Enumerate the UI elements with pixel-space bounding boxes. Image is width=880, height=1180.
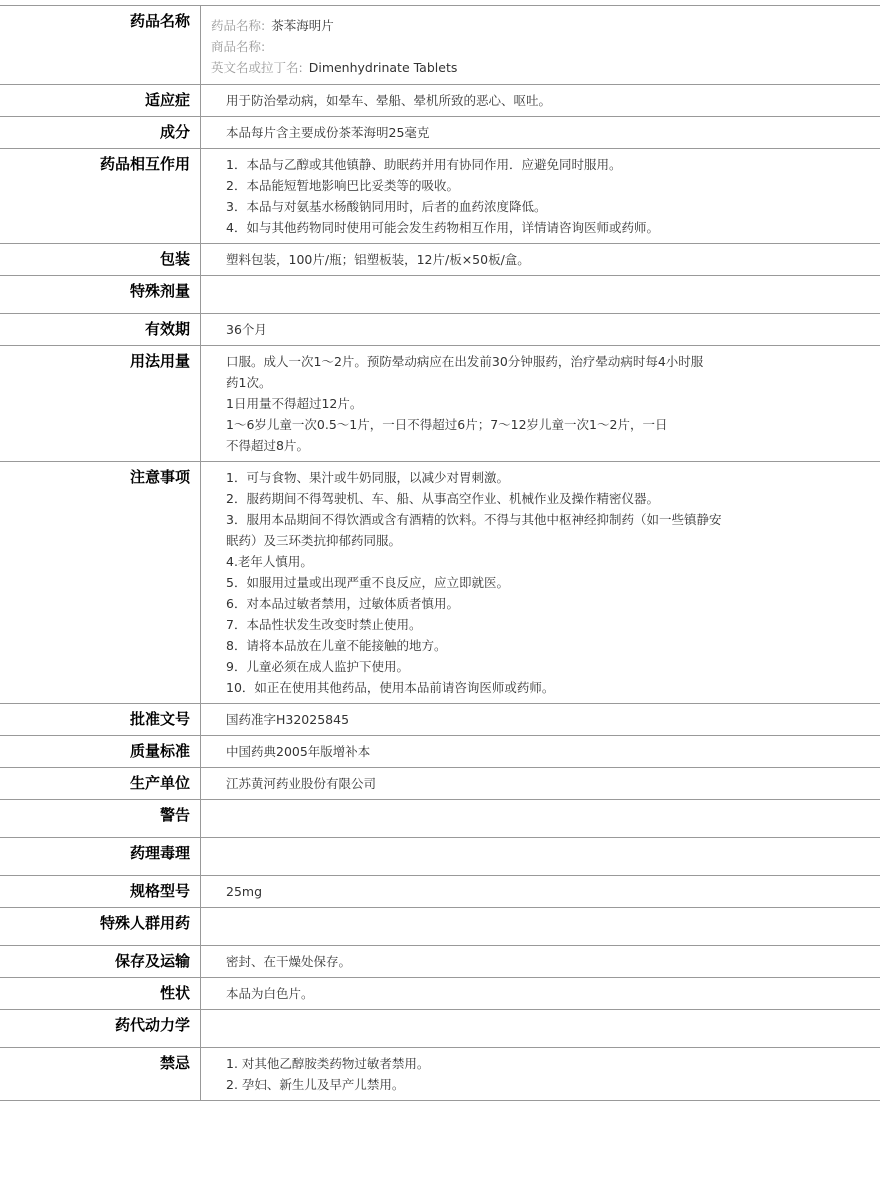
row-label: 成分 — [0, 117, 201, 149]
row-label: 药理毒理 — [0, 838, 201, 876]
row-drug-names — [0, 6, 880, 85]
value-line: 1．本品与乙醇或其他镇静、助眠药并用有协同作用．应避免同时服用。 — [226, 157, 622, 172]
row-value — [201, 876, 880, 908]
value-line: 2．本品能短暂地影响巴比妥类等的吸收。 — [226, 178, 459, 193]
info-row — [0, 149, 880, 244]
value-line: 江苏黄河药业股份有限公司 — [226, 776, 377, 791]
row-value — [201, 276, 880, 314]
row-value — [201, 149, 880, 244]
english-name-line — [211, 57, 820, 78]
value-line: 1～6岁儿童一次0.5～1片，一日不得超过6片；7～12岁儿童一次1～2片，一日 — [226, 417, 668, 432]
value-line: 10．如正在使用其他药品，使用本品前请咨询医师或药师。 — [226, 680, 555, 695]
row-value — [201, 314, 880, 346]
value-line: 塑料包装，100片/瓶；铝塑板装，12片/板×50板/盒。 — [226, 252, 530, 267]
info-row — [0, 736, 880, 768]
row-label: 适应症 — [0, 85, 201, 117]
row-label: 特殊剂量 — [0, 276, 201, 314]
info-row — [0, 462, 880, 704]
drug-info-body — [0, 6, 880, 1101]
info-row — [0, 838, 880, 876]
row-value — [201, 244, 880, 276]
info-row — [0, 244, 880, 276]
row-label: 批准文号 — [0, 704, 201, 736]
row-label: 药品相互作用 — [0, 149, 201, 244]
generic-name-key: 药品名称: — [211, 18, 266, 33]
row-value — [201, 346, 880, 462]
row-label: 有效期 — [0, 314, 201, 346]
value-line: 本品为白色片。 — [226, 986, 314, 1001]
info-row — [0, 768, 880, 800]
info-row — [0, 800, 880, 838]
info-row — [0, 704, 880, 736]
row-label: 禁忌 — [0, 1048, 201, 1101]
row-value — [201, 800, 880, 838]
row-value — [201, 462, 880, 704]
info-row — [0, 1010, 880, 1048]
english-name-value: Dimenhydrinate Tablets — [308, 60, 458, 75]
row-label: 包装 — [0, 244, 201, 276]
value-line: 25mg — [226, 884, 263, 899]
row-value — [201, 908, 880, 946]
row-value — [201, 704, 880, 736]
info-row — [0, 908, 880, 946]
value-line: 2. 孕妇、新生儿及早产儿禁用。 — [226, 1077, 405, 1092]
info-row — [0, 117, 880, 149]
row-value — [201, 6, 880, 85]
row-label: 特殊人群用药 — [0, 908, 201, 946]
value-line: 8．请将本品放在儿童不能接触的地方。 — [226, 638, 447, 653]
value-line: 7．本品性状发生改变时禁止使用。 — [226, 617, 422, 632]
value-line: 1日用量不得超过12片。 — [226, 396, 363, 411]
row-label: 生产单位 — [0, 768, 201, 800]
row-label: 药品名称 — [0, 6, 201, 85]
info-row — [0, 314, 880, 346]
row-label: 用法用量 — [0, 346, 201, 462]
value-line: 1. 对其他乙醇胺类药物过敏者禁用。 — [226, 1056, 430, 1071]
english-name-key: 英文名或拉丁名: — [211, 60, 303, 75]
value-line: 用于防治晕动病，如晕车、晕船、晕机所致的恶心、呕吐。 — [226, 93, 552, 108]
row-value — [201, 838, 880, 876]
row-label: 注意事项 — [0, 462, 201, 704]
value-line: 4.老年人慎用。 — [226, 554, 313, 569]
info-row — [0, 276, 880, 314]
value-line: 国药准字H32025845 — [226, 712, 350, 727]
info-row — [0, 876, 880, 908]
value-line: 36个月 — [226, 322, 267, 337]
row-value — [201, 117, 880, 149]
info-row — [0, 346, 880, 462]
value-line: 中国药典2005年版增补本 — [226, 744, 371, 759]
value-line: 3．本品与对氨基水杨酸钠同用时，后者的血药浓度降低。 — [226, 199, 547, 214]
value-line: 6．对本品过敏者禁用，过敏体质者慎用。 — [226, 596, 459, 611]
value-line: 9．儿童必须在成人监护下使用。 — [226, 659, 409, 674]
row-value — [201, 768, 880, 800]
row-label: 保存及运输 — [0, 946, 201, 978]
row-label: 规格型号 — [0, 876, 201, 908]
row-value — [201, 978, 880, 1010]
info-row — [0, 946, 880, 978]
row-value — [201, 1010, 880, 1048]
row-label: 警告 — [0, 800, 201, 838]
value-line: 本品每片含主要成份茶苯海明25毫克 — [226, 125, 430, 140]
row-label: 药代动力学 — [0, 1010, 201, 1048]
row-label: 质量标准 — [0, 736, 201, 768]
row-value — [201, 1048, 880, 1101]
row-label: 性状 — [0, 978, 201, 1010]
row-value — [201, 736, 880, 768]
trade-name-line — [211, 36, 820, 57]
info-row — [0, 1048, 880, 1101]
value-line: 药1次。 — [226, 375, 272, 390]
value-line: 密封、在干燥处保存。 — [226, 954, 352, 969]
value-line: 5．如服用过量或出现严重不良反应，应立即就医。 — [226, 575, 509, 590]
row-value — [201, 85, 880, 117]
trade-name-key: 商品名称: — [211, 39, 266, 54]
info-row — [0, 978, 880, 1010]
value-line: 3．服用本品期间不得饮酒或含有酒精的饮料。不得与其他中枢神经抑制药（如一些镇静安 — [226, 512, 722, 527]
row-value — [201, 946, 880, 978]
value-line: 眠药）及三环类抗抑郁药同服。 — [226, 533, 402, 548]
value-line: 1．可与食物、果汁或牛奶同服，以减少对胃刺激。 — [226, 470, 509, 485]
generic-name-line — [211, 15, 820, 36]
generic-name-value: 茶苯海明片 — [271, 18, 334, 33]
value-line: 4．如与其他药物同时使用可能会发生药物相互作用，详情请咨询医师或药师。 — [226, 220, 659, 235]
value-line: 不得超过8片。 — [226, 438, 309, 453]
drug-info-table — [0, 5, 880, 1101]
value-line: 2．服药期间不得驾驶机、车、船、从事高空作业、机械作业及操作精密仪器。 — [226, 491, 659, 506]
info-row — [0, 85, 880, 117]
value-line: 口服。成人一次1～2片。预防晕动病应在出发前30分钟服药，治疗晕动病时每4小时服 — [226, 354, 704, 369]
